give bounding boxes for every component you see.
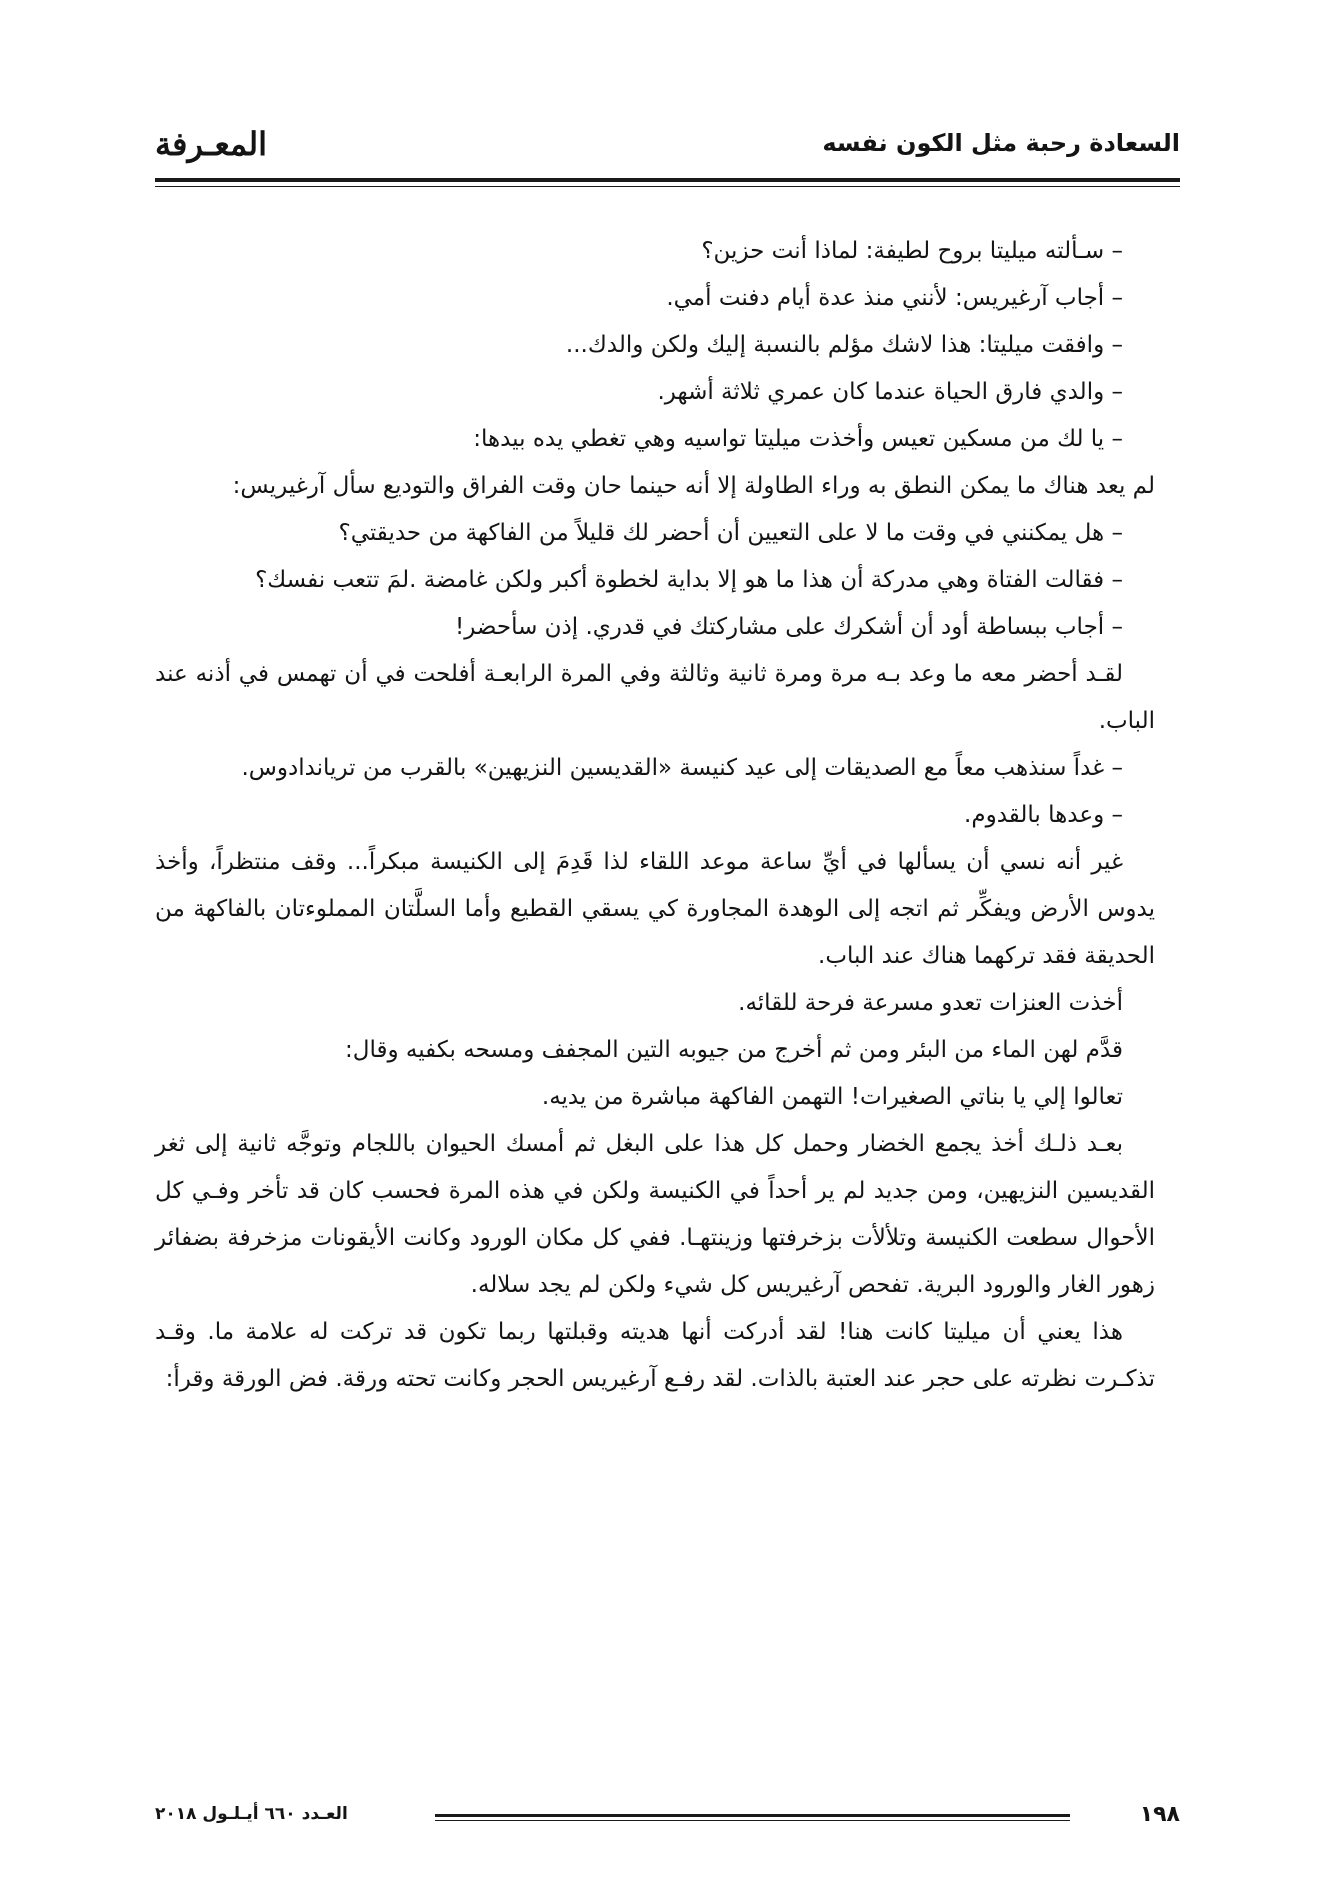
narration-paragraph: غير أنه نسي أن يسألها في أيِّ ساعة موعد اللقاء لذا قَدِمَ إلى الكنيسة مبكراً... وقف منتظراً، وأخذ يدوس الأرض ويفكِّر ثم اتجه إلى الوهدة المجاورة كي يسقي القطيع وأما السلَّتان المملوءتان بالفاكهة من الحديقة فقد تركهما هناك عند الباب.: [155, 849, 1155, 969]
footer-divider-thin: [435, 1820, 1070, 1821]
footer-divider-thick: [435, 1814, 1070, 1817]
dialog-line: – فقالت الفتاة وهي مدركة أن هذا ما هو إلا بداية لخطوة أكبر ولكن غامضة .لمَ تتعب نفسك؟: [255, 567, 1123, 593]
dialog-line: – يا لك من مسكين تعيس وأخذت ميليتا تواسيه وهي تغطي يده بيدها:: [473, 426, 1123, 452]
dialog-line: – هل يمكنني في وقت ما لا على التعيين أن أحضر لك قليلاً من الفاكهة من حديقتي؟: [338, 520, 1123, 546]
dialog-line: – أجاب آرغيريس: لأنني منذ عدة أيام دفنت أمي.: [666, 285, 1123, 311]
dialog-line: – سـألته ميليتا بروح لطيفة: لماذا أنت حزين؟: [701, 238, 1123, 264]
dialog-line: – غداً سنذهب معاً مع الصديقات إلى عيد كنيسة «القديسين النزيهين» بالقرب من ترياندادوس.: [241, 755, 1123, 781]
page-footer: [155, 1800, 1180, 1840]
dialog-line: تعالوا إلي يا بناتي الصغيرات! التهمن الفاكهة مباشرة من يديه.: [541, 1084, 1123, 1110]
dialog-line: – والدي فارق الحياة عندما كان عمري ثلاثة أشهر.: [657, 379, 1123, 405]
narration-paragraph: لقـد أحضر معه ما وعد بـه مرة ومرة ثانية وثالثة وفي المرة الرابعـة أفلحت في أن تهمس في أذنه عند الباب.: [155, 661, 1155, 734]
narration-paragraph: بعـد ذلـك أخذ يجمع الخضار وحمل كل هذا على البغل ثم أمسك الحيوان باللجام وتوجَّه ثانية إلى ثغر القديسين النزيهين، ومن جديد لم ير أحداً في الكنيسة ولكن في هذه المرة فحسب كان قد تأخر وفـي كل الأحوال سطعت الكنيسة وتلألأت بزخرفتها وزينتهـا. ففي كل مكان الورود وكانت الأيقونات مزخرفة بضفائر زهور الغار والورود البرية. تفحص آرغيريس كل شيء ولكن لم يجد سلاله.: [155, 1131, 1155, 1298]
header-divider-thin: [155, 186, 1180, 187]
article-body: [155, 228, 1155, 1403]
page-number: ١٩٨: [1139, 1802, 1180, 1827]
section-title: السعادة رحبة مثل الكون نفسه: [822, 129, 1180, 157]
dialog-line: – وافقت ميليتا: هذا لاشك مؤلم بالنسبة إليك ولكن والدك...: [565, 332, 1123, 358]
narration-paragraph: هذا يعني أن ميليتا كانت هنا! لقد أدركت أنها هديته وقبلتها ربما تكون قد تركت له علامة ما. وقـد تذكـرت نظرته على حجر عند العتبة بالذات. لقد رفـع آرغيريس الحجر وكانت تحته ورقة. فض الورقة وقرأ:: [155, 1319, 1155, 1392]
narration-line: أخذت العنزات تعدو مسرعة فرحة للقائه.: [738, 990, 1123, 1016]
page-header: [155, 125, 1180, 165]
narration-line: لم يعد هناك ما يمكن النطق به وراء الطاولة إلا أنه حينما حان وقت الفراق والتوديع سأل آرغيريس:: [232, 473, 1155, 499]
dialog-line: – أجاب ببساطة أود أن أشكرك على مشاركتك في قدري. إذن سأحضر!: [455, 614, 1123, 640]
narration-line: قدَّم لهن الماء من البئر ومن ثم أخرج من جيوبه التين المجفف ومسحه بكفيه وقال:: [345, 1037, 1123, 1063]
magazine-logo: المعـرفة: [155, 125, 268, 163]
header-divider-thick: [155, 178, 1180, 182]
dialog-line: – وعدها بالقدوم.: [964, 802, 1123, 828]
issue-info: العـدد ٦٦٠ أيـلـول ٢٠١٨: [155, 1804, 348, 1824]
